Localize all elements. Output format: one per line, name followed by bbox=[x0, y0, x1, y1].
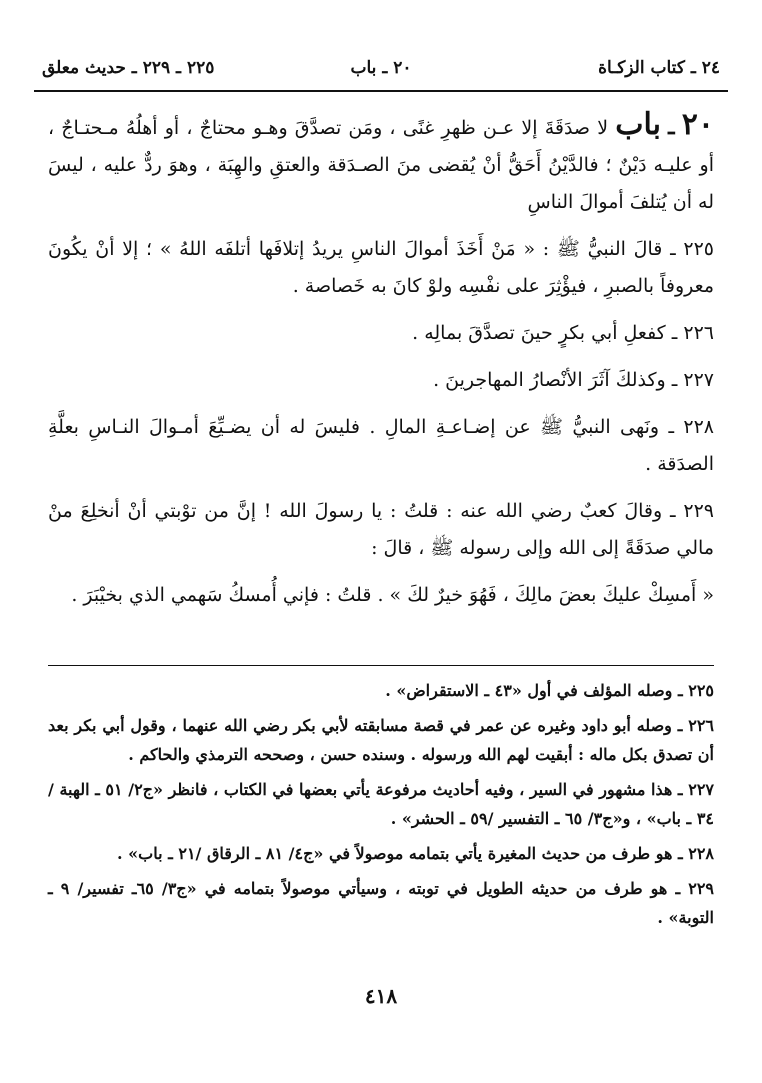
running-header bbox=[34, 52, 728, 82]
footnotes bbox=[48, 676, 714, 932]
footnote-229: ٢٢٩ ـ هو طرف من حديثه الطويل في توبته ، وسيأتي موصولاً بتمامه في «ج٣/ ٦٥ـ تفسير/ ٩ ـ التوبة» . bbox=[48, 879, 715, 927]
chapter-heading bbox=[48, 106, 714, 221]
chapter-word: باب bbox=[615, 107, 661, 142]
hadith-229-continued: « أَمسِكْ عليكَ بعضَ مالِكَ ، فَهُوَ خيرٌ لكَ » . قلتُ : فإني أُمسكُ سَهمي الذي بخيْبَرَ . bbox=[71, 584, 714, 606]
hadith-228: ٢٢٨ ـ ونَهى النبيُّ ﷺ عن إضـاعـةِ المالِ . فليسَ له أن يضـيِّعَ أمـوالَ النـاسِ بعلَّةِ الصدَقة . bbox=[48, 416, 714, 475]
footnote-227: ٢٢٧ ـ هذا مشهور في السير ، وفيه أحاديث مرفوعة يأتي بعضها في الكتاب ، فانظر «ج٢/ ٥١ ـ الهبة /٣٤ ـ باب» ، و«ج٣/ ٦٥ ـ التفسير /٥٩ ـ الحشر» . bbox=[48, 780, 715, 828]
header-chapter: ٢٠ ـ باب bbox=[350, 58, 412, 78]
footnote-225: ٢٢٥ ـ وصله المؤلف في أول «٤٣ ـ الاستقراض» . bbox=[385, 681, 714, 700]
hadith-229: ٢٢٩ ـ وقالَ كعبٌ رضي الله عنه : قلتُ : يا رسولَ الله ! إنَّ من توْبتي أنْ أنخلِعَ منْ مالي صدَقَةً إلى الله وإلى رسوله ﷺ ، قالَ : bbox=[48, 500, 714, 559]
hadith-226: ٢٢٦ ـ كفعلِ أبي بكرٍ حينَ تصدَّقَ بمالِه . bbox=[412, 322, 714, 344]
footnote-228: ٢٢٨ ـ هو طرف من حديث المغيرة يأتي بتمامه موصولاً في «ج٤/ ٨١ ـ الرقاق /٢١ ـ باب» . bbox=[117, 844, 714, 863]
header-rule bbox=[34, 90, 728, 92]
header-hadith-range: ٢٢٥ ـ ٢٢٩ ـ حديث معلق bbox=[42, 58, 215, 78]
footnote-226: ٢٢٦ ـ وصله أبو داود وغيره عن عمر في قصة مسابقته لأبي بكر رضي الله عنهما ، وقول أبي بكر بعد أن تصدق بكل ماله : أبقيت لهم الله ورسوله . وسنده حسن ، وصححه الترمذي والحاكم . bbox=[48, 716, 714, 764]
hadith-225: ٢٢٥ ـ قالَ النبيُّ ﷺ : « مَنْ أَخَذَ أموالَ الناسِ يريدُ إتلافَها أتلفَه اللهُ » ؛ إلا أنْ يكُونَ معروفاً بالصبرِ ، فيؤْثِرَ على نفْسِه ولوْ كانَ به خَصاصة . bbox=[48, 238, 714, 297]
page-number: ٤١٨ bbox=[364, 984, 398, 1008]
footnote-separator bbox=[48, 665, 714, 666]
main-text bbox=[48, 106, 714, 614]
chapter-dash: ـ bbox=[668, 114, 675, 140]
hadith-227: ٢٢٧ ـ وكذلكَ آثَرَ الأنْصارُ المهاجرينَ . bbox=[433, 369, 714, 391]
header-book-title: ٢٤ ـ كتاب الزكـاة bbox=[598, 58, 720, 78]
chapter-title: لا صدَقَةَ إلا عـن ظهرِ غنًى ، ومَن تصدَّقَ وهـو محتاجٌ ، أو أهلُهُ مـحتـاجٌ ، أو عليـه دَيْنٌ ؛ فالدَّيْنُ أَحَقُّ أنْ يُقضى منَ الصـدَقة والعتقِ والهِبَة ، وهوَ ردٌّ عليه ، ليسَ له أن يُتلفَ أموالَ الناسِ bbox=[48, 117, 714, 213]
chapter-number: ٢٠ bbox=[681, 107, 715, 142]
